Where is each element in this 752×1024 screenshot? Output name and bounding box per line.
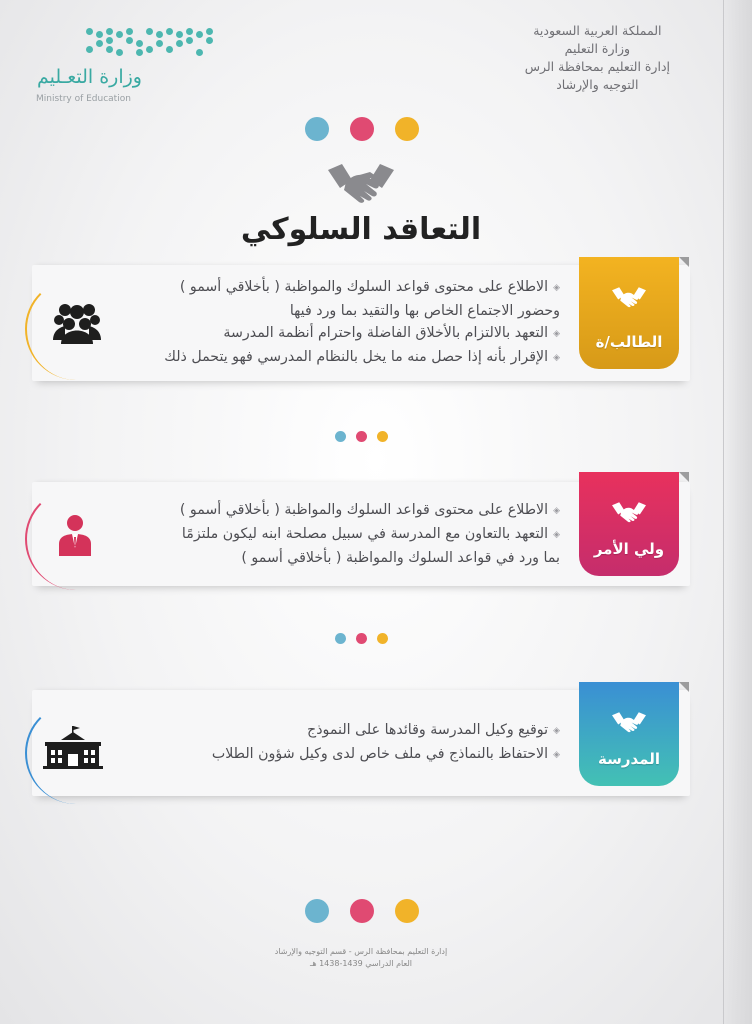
footer xyxy=(0,946,722,970)
ribbon-fold xyxy=(679,472,689,482)
logo-dot xyxy=(126,28,133,35)
logo-dot xyxy=(136,40,143,47)
parent-line-2: ◈ التعهد بالتعاون مع المدرسة في سبيل مصلحة ابنه ليكون ملتزمًا xyxy=(90,523,560,547)
decor-dots-middle-1 xyxy=(335,431,388,442)
page-title: التعاقد السلوكي xyxy=(240,212,482,247)
page-edge-line xyxy=(723,0,724,1024)
dot-blue-icon xyxy=(305,117,329,141)
logo-dot xyxy=(126,37,133,44)
decor-dots-top xyxy=(305,117,419,141)
logo-dot xyxy=(146,46,153,53)
logo-arabic-text: وزارة التعـليم xyxy=(36,66,142,88)
ministry-logo xyxy=(34,22,194,112)
dot-pink-icon xyxy=(350,899,374,923)
parent-ribbon xyxy=(579,472,679,576)
dot-blue-icon xyxy=(335,431,346,442)
parent-line-1: ◈ الاطلاع على محتوى قواعد السلوك والمواظبة ( بأخلاقي أسمو ) xyxy=(90,499,560,523)
logo-dot xyxy=(186,28,193,35)
logo-english-text: Ministry of Education xyxy=(36,94,131,104)
dot-pink-icon xyxy=(356,431,367,442)
footer-line-2: العام الدراسي 1439-1438 هـ xyxy=(309,959,413,968)
header-line-guidance: التوجيه والإرشاد xyxy=(556,77,639,92)
logo-dot xyxy=(186,37,193,44)
student-line-2: وحضور الاجتماع الخاص بها والتقيد بما ورد فيها xyxy=(289,303,560,319)
student-icon-ring xyxy=(25,278,127,380)
logo-dot xyxy=(106,28,113,35)
logo-dot xyxy=(176,40,183,47)
logo-dot xyxy=(86,46,93,53)
logo-dot xyxy=(136,49,143,56)
logo-dot xyxy=(96,31,103,38)
dot-pink-icon xyxy=(356,633,367,644)
student-label: الطالب/ة xyxy=(595,333,663,351)
dot-blue-icon xyxy=(335,633,346,644)
student-line-3: ◈ التعهد بالالتزام بالأخلاق الفاضلة واحترام أنظمة المدرسة xyxy=(90,322,560,346)
parent-lines xyxy=(90,482,560,586)
ribbon-fold xyxy=(679,682,689,692)
school-label: المدرسة xyxy=(598,750,660,768)
parent-line-3: بما ورد في قواعد السلوك والمواظبة ( بأخلاقي أسمو ) xyxy=(241,550,560,566)
logo-dot xyxy=(166,46,173,53)
dot-gold-icon xyxy=(377,633,388,644)
logo-dot xyxy=(196,31,203,38)
header-line-ministry: وزارة التعليم xyxy=(564,41,631,56)
logo-dot xyxy=(156,31,163,38)
dot-pink-icon xyxy=(350,117,374,141)
logo-dot xyxy=(106,46,113,53)
logo-dot xyxy=(86,28,93,35)
page-edge-shadow xyxy=(722,0,752,1024)
dot-gold-icon xyxy=(377,431,388,442)
school-lines xyxy=(90,690,560,796)
logo-dot xyxy=(116,31,123,38)
logo-dot xyxy=(106,37,113,44)
school-building-icon xyxy=(43,724,103,770)
dot-gold-icon xyxy=(395,899,419,923)
school-ribbon xyxy=(579,682,679,786)
logo-dot xyxy=(206,37,213,44)
logo-dot xyxy=(146,28,153,35)
school-icon-ring xyxy=(25,702,127,804)
title-block xyxy=(0,160,722,247)
dot-gold-icon xyxy=(395,117,419,141)
parent-label: ولي الأمر xyxy=(593,540,665,558)
student-handshake-icon xyxy=(611,285,647,311)
logo-dot xyxy=(206,28,213,35)
header-line-kingdom: المملكة العربية السعودية xyxy=(533,23,662,38)
handshake-icon xyxy=(326,160,396,210)
header-line-department: إدارة التعليم بمحافظة الرس xyxy=(524,59,670,74)
header-organization xyxy=(525,22,670,94)
group-people-icon xyxy=(47,300,107,350)
person-icon xyxy=(55,512,95,558)
logo-dot xyxy=(166,28,173,35)
footer-line-1: إدارة التعليم بمحافظة الرس - قسم التوجيه والإرشاد xyxy=(274,947,448,956)
school-line-2: ◈ الاحتفاظ بالنماذج في ملف خاص لدى وكيل شؤون الطلاب xyxy=(90,743,560,767)
student-ribbon xyxy=(579,257,679,369)
student-line-4: ◈ الإقرار بأنه إذا حصل منه ما يخل بالنظام المدرسي فهو يتحمل ذلك xyxy=(90,346,560,370)
student-line-1: ◈ الاطلاع على محتوى قواعد السلوك والمواظبة ( بأخلاقي أسمو ) xyxy=(90,276,560,300)
dot-blue-icon xyxy=(305,899,329,923)
school-line-1: ◈ توقيع وكيل المدرسة وقائدها على النموذج xyxy=(90,719,560,743)
decor-dots-bottom xyxy=(305,899,419,923)
student-lines xyxy=(90,265,560,381)
logo-dot xyxy=(196,49,203,56)
logo-dot xyxy=(156,40,163,47)
decor-dots-middle-2 xyxy=(335,633,388,644)
parent-handshake-icon xyxy=(611,500,647,526)
logo-dot xyxy=(96,40,103,47)
logo-dot xyxy=(176,31,183,38)
parent-icon-ring xyxy=(25,488,127,590)
logo-dot xyxy=(116,49,123,56)
ribbon-fold xyxy=(679,257,689,267)
school-handshake-icon xyxy=(611,710,647,736)
